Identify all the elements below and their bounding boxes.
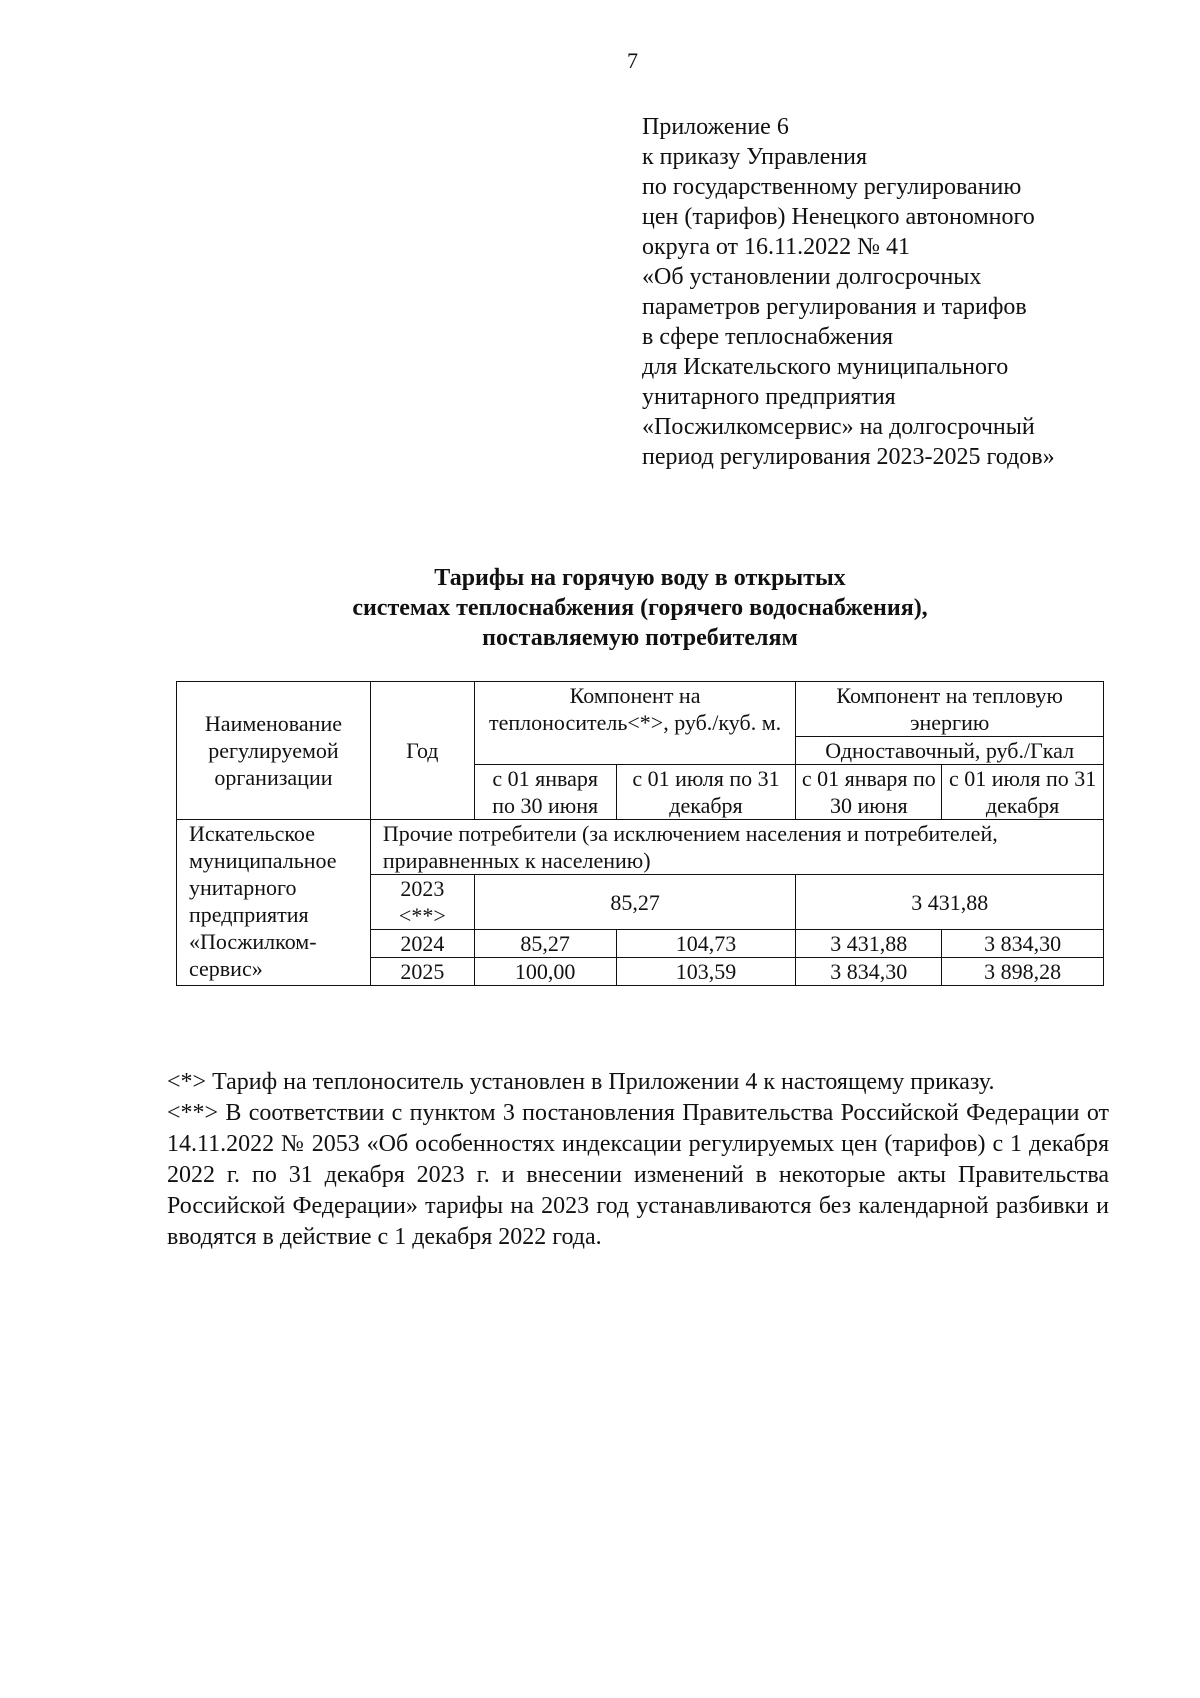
carrier-value: 103,59 [616,958,796,986]
title-line: системах теплоснабжения (горячего водоснабжения), [352,595,928,621]
appendix-line: в сфере теплоснабжения [642,324,894,350]
appendix-line: «Посжилкомсервис» на долгосрочный [642,414,1035,440]
appendix-line: для Искательского муниципального [642,354,1009,380]
year-cell: 2023 <**> [370,875,474,930]
carrier-value: 100,00 [474,958,616,986]
footnote-2: <**> В соответствии с пунктом 3 постановления Правительства Российской Федерации от 14.11.2022 № 2053 «Об особенностях индексации регулируемых цен (тарифов) с 1 декабря 2022 г. по 31 декабря 2023 г. и внесении изменений в некоторые акты Правительства Российской Федерации» тарифы на 2023 год устанавливаются без календарной разбивки и вводятся в действие с 1 декабря 2022 года. [167,1100,1109,1250]
appendix-line: к приказу Управления [642,144,868,170]
header-period: с 01 января по 30 июня [796,765,942,820]
header-carrier-component: Компонент на теплоноситель<*>, руб./куб. м. [474,682,796,765]
org-name-cell: Искательское муниципальное унитарного предприятия «Посжилком-сервис» [177,820,371,986]
document-title [160,563,1120,653]
header-single-rate: Одноставочный, руб./Гкал [796,737,1104,765]
header-year: Год [370,682,474,820]
tariff-table [176,681,1104,986]
energy-value: 3 834,30 [796,958,942,986]
year-cell: 2024 [370,930,474,958]
header-period: с 01 января по 30 июня [474,765,616,820]
appendix-line: Приложение 6 [642,114,789,140]
footnote-1: <*> Тариф на теплоноситель установлен в Приложении 4 к настоящему приказу. [167,1069,995,1095]
carrier-value: 85,27 [474,930,616,958]
appendix-line: период регулирования 2023-2025 годов» [642,444,1055,470]
consumer-group-cell: Прочие потребители (за исключением населения и потребителей, приравненных к населению) [370,820,1103,875]
energy-value: 3 431,88 [796,875,1104,930]
appendix-line: по государственному регулированию [642,174,1022,200]
appendix-line: цен (тарифов) Ненецкого автономного [642,204,1035,230]
energy-value: 3 898,28 [942,958,1104,986]
year-cell: 2025 [370,958,474,986]
header-energy-component: Компонент на тепловую энергию [796,682,1104,737]
footnotes [167,1067,1109,1253]
header-period: с 01 июля по 31 декабря [942,765,1104,820]
appendix-line: параметров регулирования и тарифов [642,294,1027,320]
appendix-line: унитарного предприятия [642,384,896,410]
page-number: 7 [627,48,638,73]
carrier-value: 104,73 [616,930,796,958]
energy-value: 3 431,88 [796,930,942,958]
title-line: поставляемую потребителям [482,625,798,651]
appendix-block [642,112,1182,472]
header-org: Наименование регулируемой организации [177,682,371,820]
title-line: Тарифы на горячую воду в открытых [434,565,846,591]
energy-value: 3 834,30 [942,930,1104,958]
appendix-line: округа от 16.11.2022 № 41 [642,234,911,260]
carrier-value: 85,27 [474,875,796,930]
appendix-line: «Об установлении долгосрочных [642,264,982,290]
header-period: с 01 июля по 31 декабря [616,765,796,820]
